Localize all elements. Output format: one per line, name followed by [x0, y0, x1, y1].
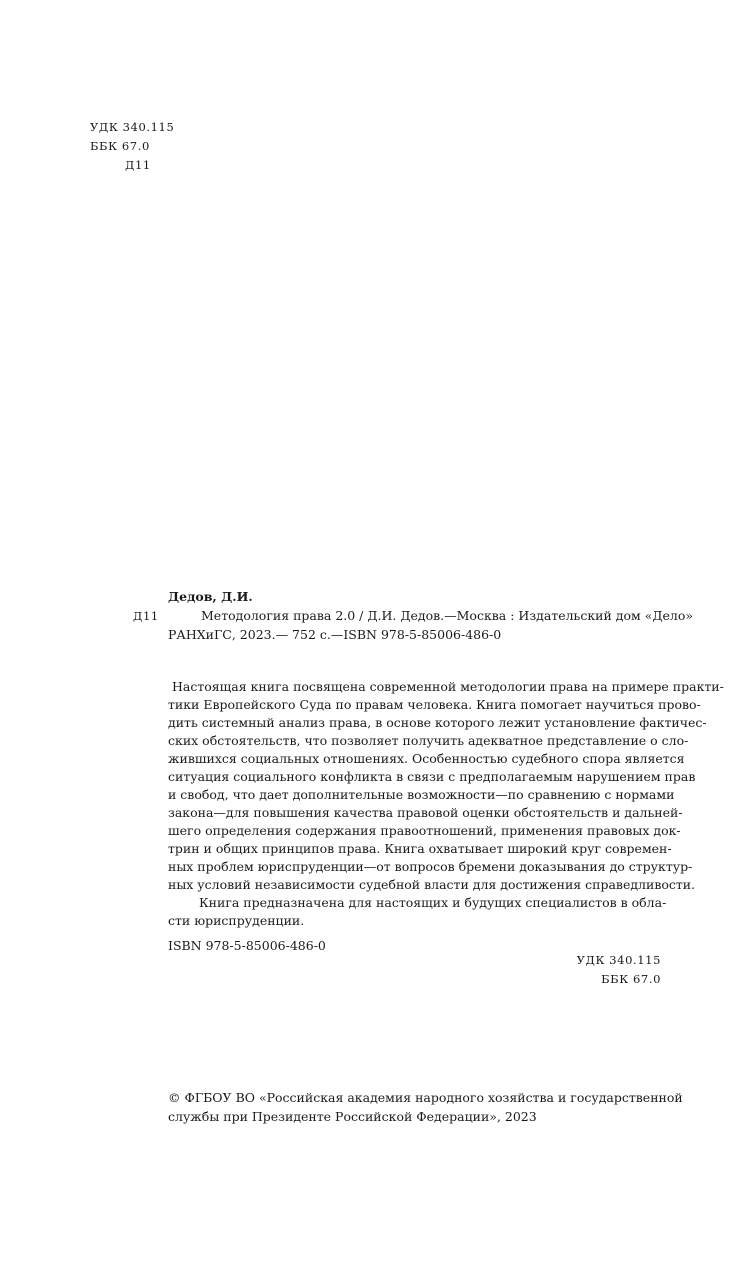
isbn: ISBN 978-5-85006-486-0: [168, 938, 326, 953]
copyright-line: службы при Президенте Российской Федерации», 2023: [168, 1109, 537, 1124]
bbk-code-top: ББК 67.0: [90, 139, 150, 153]
abstract-line: Книга предназначена для настоящих и будущих специалистов в обла-: [199, 895, 667, 910]
catalog-title-line: Методология права 2.0 / Д.И. Дедов.—Москва : Издательский дом «Дело»: [201, 608, 694, 623]
author-mark-top: Д11: [125, 158, 151, 172]
abstract-line: закона—для повышения качества правовой оценки обстоятельств и дальней-: [168, 805, 683, 820]
abstract-line: тики Европейского Суда по правам человека. Книга помогает научиться прово-: [168, 697, 701, 712]
abstract-line: ных проблем юриспруденции—от вопросов бремени доказывания до структур-: [168, 859, 693, 874]
abstract-line: ских обстоятельств, что позволяет получить адекватное представление о сло-: [168, 733, 689, 748]
abstract-line: шего определения содержания правоотношений, применения правовых док-: [168, 823, 681, 838]
abstract-line: дить системный анализ права, в основе которого лежит установление фактичес-: [168, 715, 707, 730]
abstract-line: сти юриспруденции.: [168, 913, 305, 928]
abstract-line: жившихся социальных отношениях. Особенностью судебного спора является: [168, 751, 685, 766]
catalog-author-mark: Д11: [133, 609, 159, 623]
copyright-line: © ФГБОУ ВО «Российская академия народного хозяйства и государственной: [168, 1090, 683, 1105]
abstract-line: и свобод, что дает дополнительные возможности—по сравнению с нормами: [168, 787, 675, 802]
abstract-line: ситуация социального конфликта в связи с предполагаемым нарушением прав: [168, 769, 696, 784]
udk-code-top: УДК 340.115: [90, 120, 175, 134]
catalog-author: Дедов, Д.И.: [168, 589, 253, 604]
catalog-publication-line: РАНХиГС, 2023.— 752 с.—ISBN 978-5-85006-486-0: [168, 627, 502, 642]
abstract-line: ных условий независимости судебной власти для достижения справедливости.: [168, 877, 696, 892]
udk-code-bottom: УДК 340.115: [576, 953, 661, 967]
bbk-code-bottom: ББК 67.0: [601, 972, 661, 986]
abstract-line: Настоящая книга посвящена современной методологии права на примере практи-: [172, 679, 724, 694]
abstract-line: трин и общих принципов права. Книга охватывает широкий круг современ-: [168, 841, 672, 856]
